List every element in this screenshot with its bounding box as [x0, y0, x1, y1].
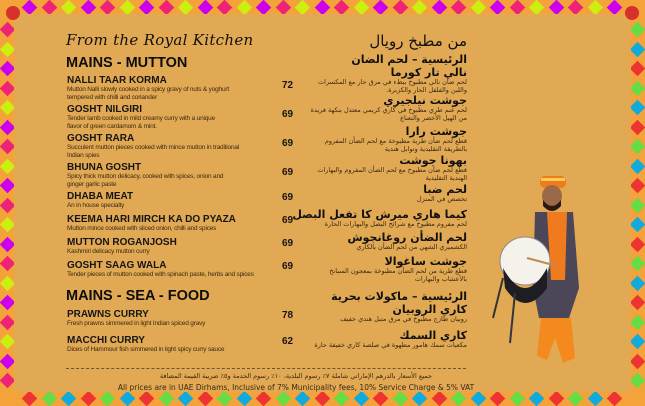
item-name: PRAWNS CURRY [67, 309, 149, 320]
item-price: 69 [282, 109, 294, 120]
kite-decoration [0, 353, 15, 369]
kite-decoration [630, 275, 645, 291]
kite-decoration [451, 0, 467, 15]
kite-decoration [509, 0, 525, 15]
kite-decoration [630, 178, 645, 194]
item-description: ginger garlic paste [67, 180, 117, 188]
arabic-menu-item [300, 67, 467, 94]
kite-decoration [630, 256, 645, 272]
kite-decoration [392, 391, 408, 406]
kite-decoration [139, 0, 155, 15]
footer-divider [66, 368, 466, 369]
kite-decoration [392, 0, 408, 15]
arabic-menu-item [300, 330, 467, 350]
kite-decoration [509, 391, 525, 406]
kite-decoration [630, 236, 645, 252]
item-description: An in house specialty [67, 202, 125, 209]
arabic-item-name: نالي تار كورما [390, 66, 467, 79]
arabic-menu-item [292, 208, 467, 229]
kite-decoration [568, 391, 584, 406]
kite-decoration [0, 139, 15, 155]
item-price: 78 [282, 310, 294, 321]
item-description: Kashmiri delicacy mutton curry [67, 248, 150, 255]
kite-decoration [490, 391, 506, 406]
arabic-item-description: واللبن والفلفل الحار والكزبرة. [386, 85, 467, 94]
kite-decoration [630, 314, 645, 330]
arabic-menu-item [300, 155, 467, 182]
menu-title: From the Royal Kitchen [66, 31, 254, 49]
arabic-title: من مطبخ رويال [369, 32, 467, 50]
kite-decoration [630, 217, 645, 233]
item-description: Tender pieces of mutton cooked with spinach paste, herbs and spices [67, 271, 254, 278]
item-name: DHABA MEAT [67, 191, 134, 202]
arabic-item-description: من الهيل الأخضر والنعناع [400, 113, 467, 122]
kite-decoration [630, 197, 645, 213]
kite-decoration [630, 22, 645, 38]
kite-decoration [353, 0, 369, 15]
kite-decoration [256, 391, 272, 406]
kite-decoration [630, 373, 645, 389]
arabic-item-description: بالطريقة التقليدية وتوابل هندية [384, 144, 467, 153]
kite-decoration [295, 0, 311, 15]
kite-decoration [431, 391, 447, 406]
menu-item [67, 133, 272, 159]
kite-decoration [41, 391, 57, 406]
kite-decoration [630, 61, 645, 77]
section-heading: MAINS - MUTTON [66, 55, 188, 71]
kite-decoration [0, 295, 15, 311]
kite-decoration [0, 373, 15, 389]
item-name: GOSHT NILGIRI [67, 104, 142, 115]
kite-decoration [373, 0, 389, 15]
item-name: GOSHT RARA [67, 133, 135, 144]
arabic-item-name: كاري الروبيان [392, 303, 467, 316]
menu-item [67, 260, 272, 279]
kite-decoration [431, 0, 447, 15]
arabic-menu-item [300, 232, 467, 252]
arabic-menu-item [300, 291, 467, 303]
item-name: MUTTON ROGANJOSH [67, 237, 177, 248]
kite-decoration [22, 391, 38, 406]
kite-decoration [630, 119, 645, 135]
kite-decoration [607, 0, 623, 15]
menu-item [67, 75, 272, 101]
kite-decoration [630, 295, 645, 311]
kite-decoration [630, 158, 645, 174]
kite-decoration [256, 0, 272, 15]
kite-decoration [587, 391, 603, 406]
kite-decoration [178, 0, 194, 15]
item-description: Tender lamb cooked in mild creamy curry with a unique [67, 115, 215, 122]
kite-decoration [529, 391, 545, 406]
item-price: 69 [282, 192, 294, 203]
kite-decoration [275, 0, 291, 15]
kite-decoration [0, 158, 15, 174]
arabic-item-name: كيما هاري ميرش كا تفعل البصل [292, 208, 467, 221]
item-price: 69 [282, 238, 294, 249]
arabic-item-description: لحم مفروم مطبوخ مع شرائح البصل والبهارات الحارة [324, 220, 467, 228]
footer-price-note: All prices are in UAE Dirhams, Inclusive of 7% Municipality fees, 10% Service Charge & 5% VAT [117, 383, 475, 392]
item-name: BHUNA GOSHT [67, 162, 142, 173]
kite-decoration [630, 41, 645, 57]
kite-decoration [314, 391, 330, 406]
kite-decoration [630, 100, 645, 116]
item-price: 69 [282, 167, 294, 178]
kite-decoration [61, 0, 77, 15]
kite-decoration [217, 391, 233, 406]
kite-decoration [0, 275, 15, 291]
menu-item [67, 335, 272, 354]
menu-item [67, 191, 272, 210]
kite-decoration [0, 100, 15, 116]
arabic-item-description: قطع طرية من لحم الضأن مطبوخة بمعجون السبانخ [329, 267, 467, 275]
arabic-item-name: جوشت ساغوالا [384, 255, 467, 268]
arabic-menu-item [300, 126, 467, 153]
kite-decoration [41, 0, 57, 15]
kite-decoration [100, 391, 116, 406]
kite-decoration [0, 334, 15, 350]
arabic-item-name: الرئيسية – لحم الضان [351, 53, 467, 66]
arabic-menu-item [300, 256, 467, 283]
item-description: Spicy thick mutton delicacy, cooked with spices, onion and [67, 173, 224, 180]
logo-emblem-icon [625, 6, 639, 20]
menu-item [67, 309, 272, 328]
kite-decoration [197, 391, 213, 406]
arabic-item-name: جوشت رارا [405, 125, 467, 138]
footer-arabic-note: جميع الأسعار بالدرهم الإماراتي شاملة ٧٪ رسوم البلدية، ١٠٪ رسوم الخدمة و٥٪ ضريبة القيمة المضافة [159, 372, 433, 380]
item-description: Indian spies [67, 151, 100, 159]
logo-emblem-icon [6, 6, 20, 20]
item-description: tempered with chilli and coriander [67, 93, 158, 101]
item-price: 69 [282, 261, 294, 272]
kite-decoration [548, 391, 564, 406]
arabic-menu-item [300, 184, 467, 204]
kite-decoration [0, 80, 15, 96]
arabic-item-description: الكشميري الشهي من لحم الضأن بالكاري [356, 243, 467, 251]
kite-decoration [607, 391, 623, 406]
kite-decoration [451, 391, 467, 406]
kite-decoration [119, 0, 135, 15]
arabic-item-description: لحم ضأن نالي مطبوخ ببطء في مرق حار مع المكسرات [317, 78, 467, 86]
kite-decoration [80, 391, 96, 406]
kite-decoration [158, 391, 174, 406]
kite-decoration [0, 314, 15, 330]
kite-decoration [139, 391, 155, 406]
kite-decoration [119, 391, 135, 406]
kite-decoration [0, 217, 15, 233]
kite-decoration [334, 391, 350, 406]
kite-decoration [80, 0, 96, 15]
arabic-item-description: مكعبات سمك هامور مطهوة في صلصة كاري خفيفة حارة [314, 341, 467, 349]
kite-decoration [470, 0, 486, 15]
arabic-item-name: لحم ضبا [423, 183, 467, 196]
item-name: MACCHI CURRY [67, 335, 145, 346]
kite-decoration [373, 391, 389, 406]
kite-decoration [295, 391, 311, 406]
item-price: 69 [282, 138, 294, 149]
kite-decoration [0, 197, 15, 213]
kite-decoration [275, 391, 291, 406]
item-price: 62 [282, 336, 294, 347]
item-name: GOSHT SAAG WALA [67, 260, 167, 271]
arabic-item-name: كاري السمك [399, 329, 467, 342]
arabic-item-name: بهونا جوشت [399, 154, 467, 167]
kite-decoration [236, 391, 252, 406]
kite-decoration [529, 0, 545, 15]
kite-decoration [236, 0, 252, 15]
kite-decoration [0, 22, 15, 38]
item-name: KEEMA HARI MIRCH KA DO PYAZA [67, 214, 236, 225]
item-description: Fresh prawns simmered in light Indian spiced gravy [67, 320, 206, 327]
item-price: 72 [282, 80, 294, 91]
arabic-item-description: لحم غنم طري مطبوخ في كاري كريمي معتدل بنكهة فريدة [310, 106, 467, 114]
kite-decoration [630, 353, 645, 369]
arabic-menu-item [300, 304, 467, 324]
item-description: Mutton mince cooked with sliced onion, chilli and spices [67, 225, 217, 232]
kite-decoration [0, 178, 15, 194]
kite-decoration [470, 391, 486, 406]
kite-decoration [0, 236, 15, 252]
item-description: flavor of green cardamom & mint. [67, 122, 157, 130]
kite-decoration [314, 0, 330, 15]
item-description: Dices of Hammour fish simmered in light spicy curry sauce [67, 346, 225, 353]
arabic-item-name: لحم الضأن روغانجوش [347, 231, 467, 244]
kite-decoration [630, 80, 645, 96]
kite-decoration [0, 61, 15, 77]
arabic-item-description: تخصص في المنزل [416, 195, 467, 203]
kite-decoration [548, 0, 564, 15]
arabic-item-description: الهندية التقليدية [425, 173, 467, 182]
arabic-menu-item [300, 95, 467, 122]
arabic-item-name: جوشت نيلجيري [383, 94, 467, 107]
kite-decoration [61, 391, 77, 406]
arabic-item-description: قطع لحم ضأن مطبوخ مع لحم الضأن المفروم والبهارات [317, 166, 467, 174]
menu-item [67, 104, 272, 130]
menu-item [67, 214, 272, 233]
kite-decoration [0, 41, 15, 57]
kite-decoration [490, 0, 506, 15]
item-name: NALLI TAAR KORMA [67, 75, 167, 86]
kite-decoration [412, 391, 428, 406]
section-heading: MAINS - SEA - FOOD [66, 288, 210, 304]
kite-decoration [0, 119, 15, 135]
arabic-item-description: بالأعشاب والبهارات [414, 274, 467, 283]
kite-decoration [0, 256, 15, 272]
kite-decoration [100, 0, 116, 15]
arabic-menu-item [300, 54, 467, 66]
kite-decoration [158, 0, 174, 15]
kite-decoration [197, 0, 213, 15]
item-description: Succulent mutton pieces cooked with mince mutton in traditional [67, 144, 240, 151]
kite-decoration [568, 0, 584, 15]
kite-decoration [587, 0, 603, 15]
item-description: Mutton Nalli slowly cooked in a spicy gravy of nuts & yoghurt [67, 86, 229, 93]
menu-item [67, 237, 272, 256]
arabic-item-description: قطع لحم ضأن طرية مطبوخة مع لحم الضأن المفروم [324, 137, 467, 145]
item-price: 69 [282, 215, 294, 226]
dhol-drummer-image [485, 168, 595, 368]
arabic-item-description: روبيان طازج مطبوخ في مرق متبل هندي خفيف [340, 315, 467, 323]
kite-decoration [412, 0, 428, 15]
kite-decoration [630, 139, 645, 155]
menu-item [67, 162, 272, 188]
kite-decoration [334, 0, 350, 15]
kite-decoration [22, 0, 38, 15]
arabic-item-name: الرئيسية – ماكولات بحرية [331, 290, 467, 303]
kite-decoration [178, 391, 194, 406]
kite-decoration [353, 391, 369, 406]
kite-decoration [217, 0, 233, 15]
kite-decoration [630, 334, 645, 350]
